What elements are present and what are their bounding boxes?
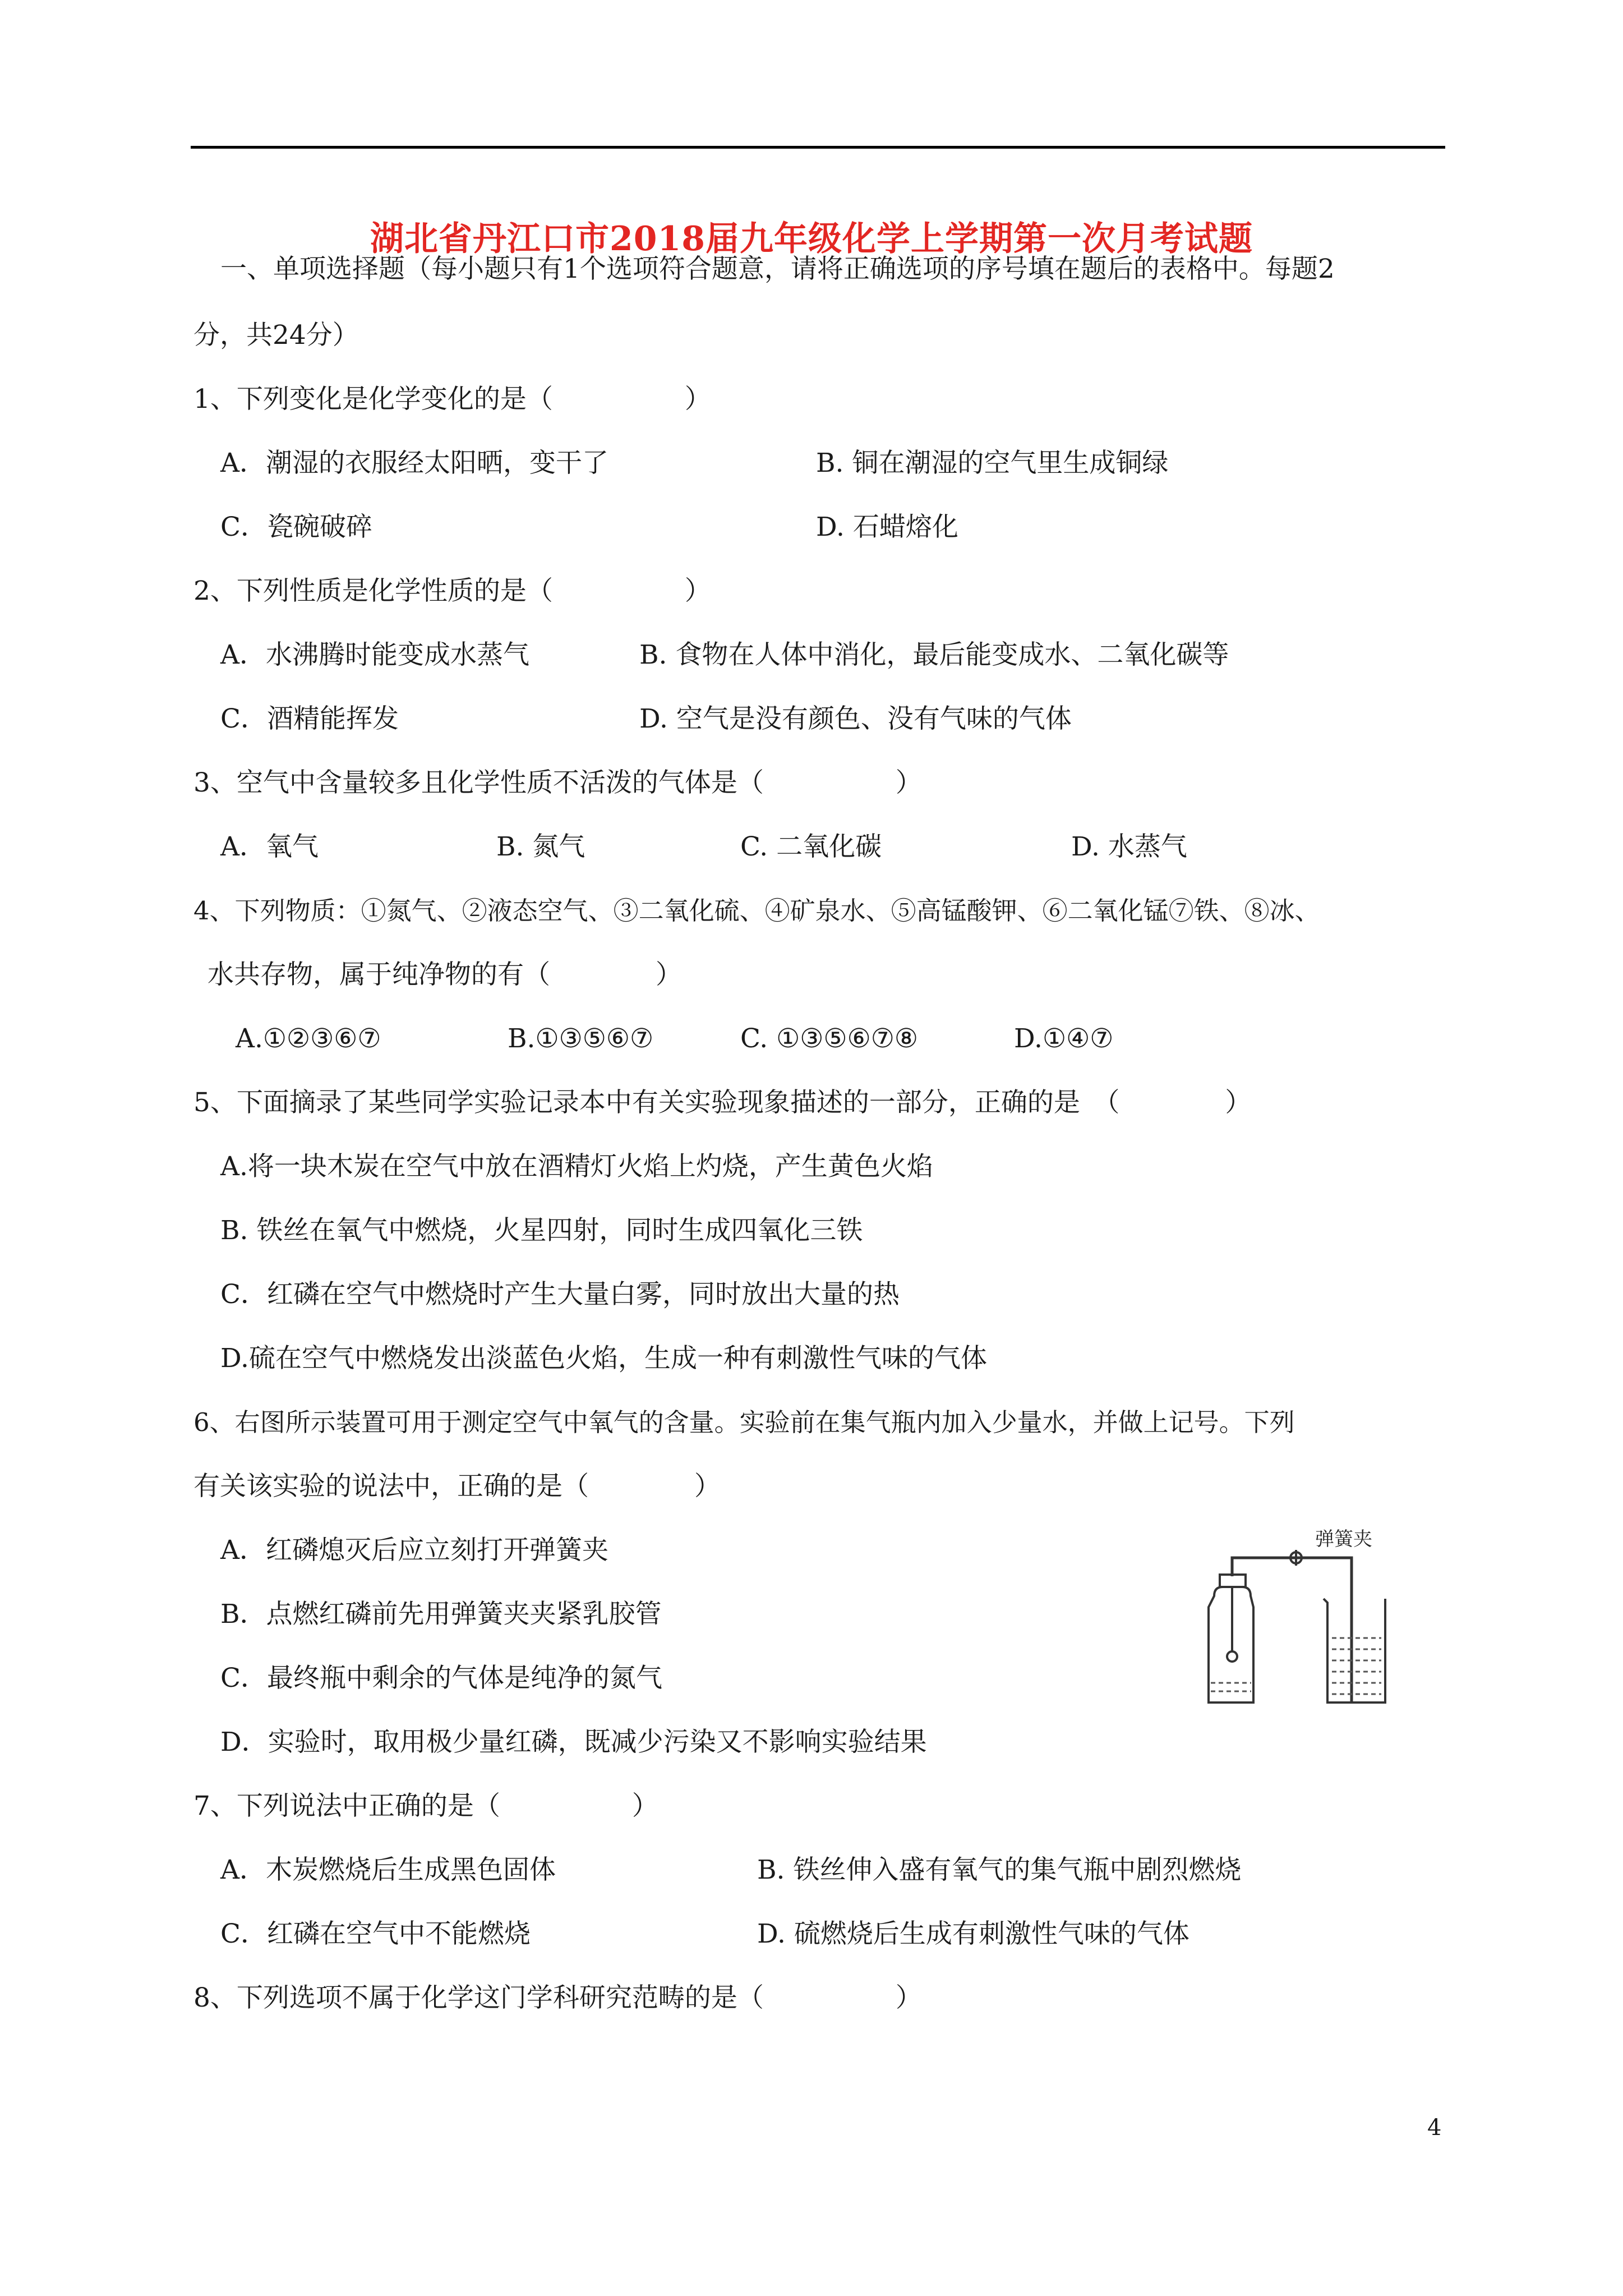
question-4-option-c: C. ①③⑤⑥⑦⑧ xyxy=(740,1023,918,1054)
page-number: 4 xyxy=(1427,2115,1442,2141)
question-1-stem: 1、下列变化是化学变化的是（ ） xyxy=(193,384,711,415)
question-3-option-d: D. 水蒸气 xyxy=(1071,831,1187,862)
question-1-option-c: C．瓷碗破碎 xyxy=(220,512,372,542)
question-1-option-d: D. 石蜡熔化 xyxy=(816,512,958,542)
question-7-option-d: D. 硫燃烧后生成有刺激性气味的气体 xyxy=(757,1918,1189,1949)
question-7-option-a: A．木炭燃烧后生成黑色固体 xyxy=(220,1855,556,1885)
question-5-option-b: B. 铁丝在氧气中燃烧，火星四射，同时生成四氧化三铁 xyxy=(220,1215,863,1246)
question-4-option-a: A.①②③⑥⑦ xyxy=(236,1023,381,1054)
question-7-option-c: C．红磷在空气中不能燃烧 xyxy=(220,1918,531,1949)
question-8-stem: 8、下列选项不属于化学这门学科研究范畴的是（ ） xyxy=(193,1982,922,2013)
beaker xyxy=(1324,1599,1385,1703)
header-rule xyxy=(191,146,1445,149)
combustion-spoon-icon xyxy=(1227,1651,1237,1662)
question-2-option-d: D. 空气是没有颜色、没有气味的气体 xyxy=(639,703,1072,734)
question-3-option-a: A．氧气 xyxy=(220,831,319,862)
section-instruction: 一、单项选择题（每小题只有1个选项符合题意，请将正确选项的序号填在题后的表格中。每题2 xyxy=(220,254,1335,284)
question-2-option-c: C．酒精能挥发 xyxy=(220,703,399,734)
apparatus-figure xyxy=(1197,1523,1399,1719)
question-3-option-c: C. 二氧化碳 xyxy=(740,831,882,862)
question-2-option-a: A．水沸腾时能变成水蒸气 xyxy=(220,639,529,670)
question-6-option-d: D．实验时，取用极少量红磷，既减少污染又不影响实验结果 xyxy=(220,1727,927,1757)
question-4-stem: 4、下列物质：①氮气、②液态空气、③二氧化硫、④矿泉水、⑤高锰酸钾、⑥二氧化锰⑦铁、⑧冰、 xyxy=(193,896,1320,926)
question-3-option-b: B. 氮气 xyxy=(496,831,585,862)
question-6-option-c: C．最终瓶中剩余的气体是纯净的氮气 xyxy=(220,1663,662,1694)
question-4-stem-cont: 水共存物，属于纯净物的有（ ） xyxy=(208,959,682,990)
question-3-stem: 3、空气中含量较多且化学性质不活泼的气体是（ ） xyxy=(193,767,922,798)
spring-clip-label: 弹簧夹 xyxy=(1315,1528,1372,1550)
question-6-stem-cont: 有关该实验的说法中，正确的是（ ） xyxy=(193,1471,721,1502)
question-5-option-a: A.将一块木炭在空气中放在酒精灯火焰上灼烧，产生黄色火焰 xyxy=(220,1151,933,1182)
question-5-option-d: D.硫在空气中燃烧发出淡蓝色火焰，生成一种有刺激性气味的气体 xyxy=(220,1343,987,1374)
question-5-option-c: C．红磷在空气中燃烧时产生大量白雾，同时放出大量的热 xyxy=(220,1279,900,1310)
stopper xyxy=(1220,1575,1246,1587)
question-7-stem: 7、下列说法中正确的是（ ） xyxy=(193,1791,658,1821)
section-instruction-cont: 分，共24分） xyxy=(193,320,359,351)
question-4-option-d: D.①④⑦ xyxy=(1014,1023,1114,1054)
question-6-stem: 6、右图所示装置可用于测定空气中氧气的含量。实验前在集气瓶内加入少量水，并做上记号。下列 xyxy=(193,1407,1295,1437)
question-2-stem: 2、下列性质是化学性质的是（ ） xyxy=(193,576,711,606)
question-1-option-b: B. 铜在潮湿的空气里生成铜绿 xyxy=(816,448,1169,478)
question-5-stem: 5、下面摘录了某些同学实验记录本中有关实验现象描述的一部分，正确的是 （ ） xyxy=(193,1087,1252,1118)
question-2-option-b: B. 食物在人体中消化，最后能变成水、二氧化碳等 xyxy=(639,639,1229,670)
question-4-option-b: B.①③⑤⑥⑦ xyxy=(508,1023,654,1054)
question-6-option-a: A．红磷熄灭后应立刻打开弹簧夹 xyxy=(220,1535,608,1566)
question-6-option-b: B．点燃红磷前先用弹簧夹夹紧乳胶管 xyxy=(220,1599,662,1630)
apparatus-drawing xyxy=(1197,1523,1399,1719)
question-7-option-b: B. 铁丝伸入盛有氧气的集气瓶中剧烈燃烧 xyxy=(757,1855,1242,1885)
page-title: 湖北省丹江口市2018届九年级化学上学期第一次月考试题 xyxy=(370,219,1253,259)
question-1-option-a: A．潮湿的衣服经太阳晒，变干了 xyxy=(220,448,608,478)
